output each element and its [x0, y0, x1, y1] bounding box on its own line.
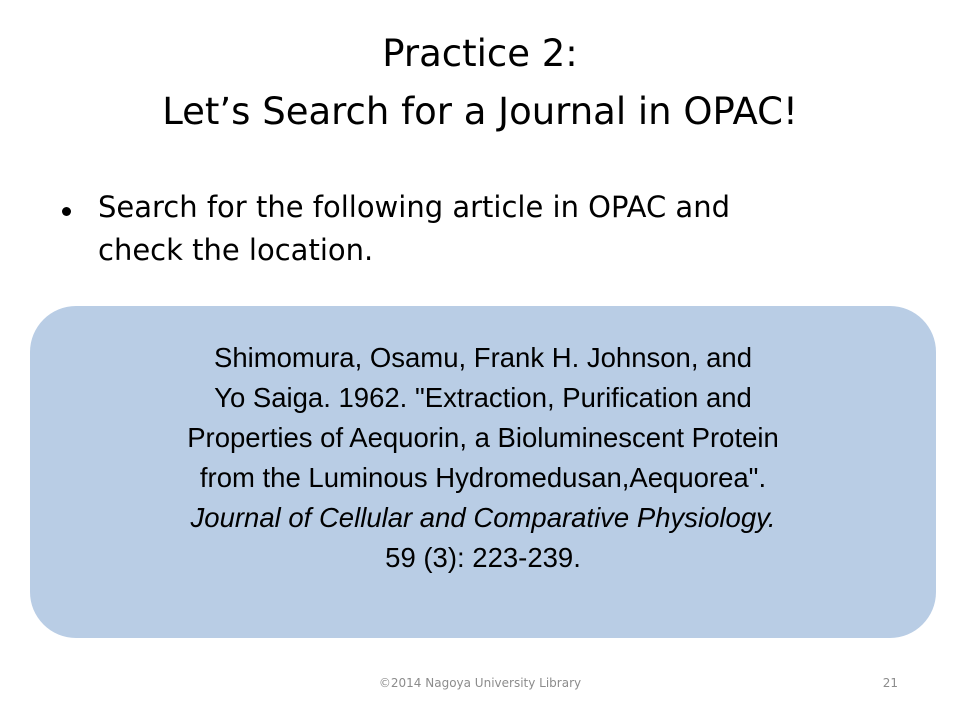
footer-copyright: ©2014 Nagoya University Library: [378, 676, 582, 690]
bullet-text-line-1: Search for the following article in OPAC and: [98, 190, 730, 224]
slide-title-line-1: Practice 2:: [382, 32, 578, 75]
bullet-dot-icon: [62, 207, 71, 216]
footer: [0, 676, 960, 696]
citation-text: [30, 338, 936, 578]
page-number: 21: [882, 676, 898, 690]
citation-box: [30, 306, 936, 638]
citation-line-4: from the Luminous Hydromedusan,Aequorea".: [199, 462, 767, 493]
citation-volume-pages: 59 (3): 223-239.: [385, 542, 581, 573]
citation-journal: Journal of Cellular and Comparative Physiology.: [190, 502, 776, 533]
slide-title-line-2: Let’s Search for a Journal in OPAC!: [162, 90, 798, 133]
bullet-text-line-2: check the location.: [98, 233, 374, 267]
citation-line-3: Properties of Aequorin, a Bioluminescent Protein: [187, 422, 779, 453]
bullet-text: [98, 186, 888, 272]
citation-line-1: Shimomura, Osamu, Frank H. Johnson, and: [213, 342, 752, 373]
citation-line-2: Yo Saiga. 1962. "Extraction, Purification and: [214, 382, 752, 413]
